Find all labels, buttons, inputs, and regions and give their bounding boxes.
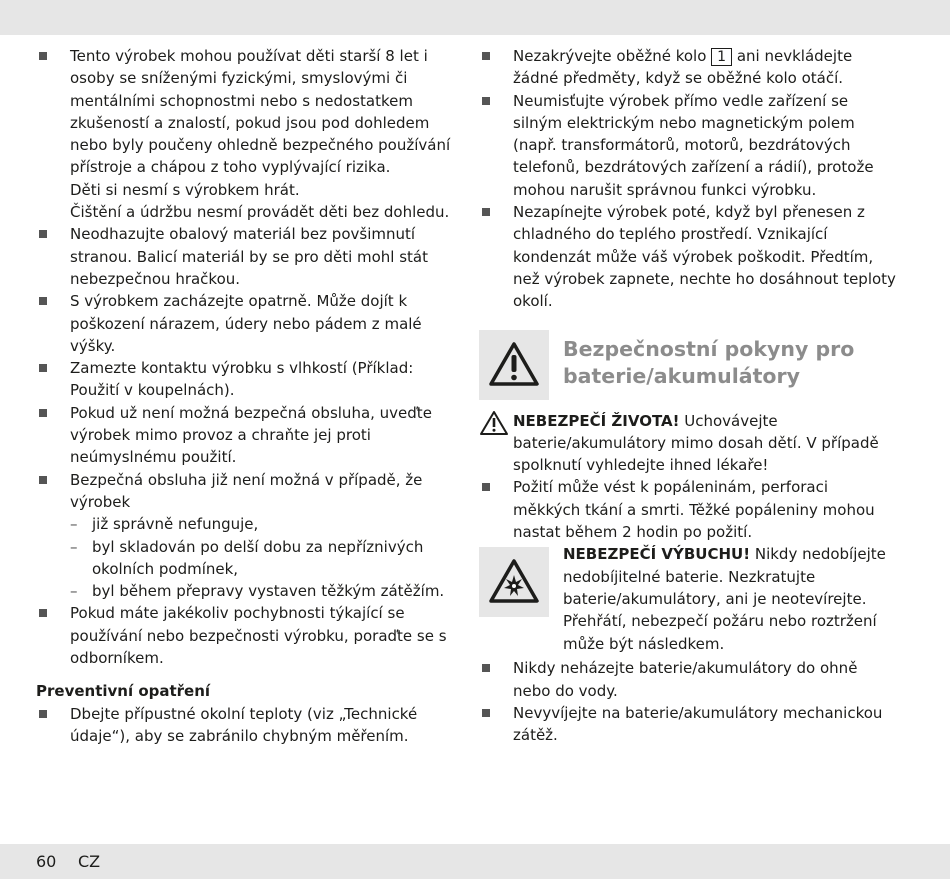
- list-item: Nikdy neházejte baterie/akumulátory do ohně nebo do vody.: [479, 657, 899, 702]
- right-column: [479, 45, 899, 747]
- list-item: [36, 223, 456, 290]
- warning-text: Uchovávejte baterie/akumulátory mimo dosah dětí. V případě spolknutí vyhledejte ihned lékaře!: [513, 411, 879, 475]
- list-item: [36, 402, 456, 469]
- header-bar: [0, 0, 950, 35]
- paragraph-line: Děti si nesmí s výrobkem hrát.: [70, 180, 300, 199]
- life-danger-warning: [479, 410, 899, 477]
- list-item: Neumisťujte výrobek přímo vedle zařízení se silným elektrickým nebo magnetickým polem (např. transformátorů, motorů, bezdrátových telefonů, bezdrátových zařízení a rádií), protože mohou narušit správnou funkci výrobku.: [479, 90, 899, 201]
- sub-list-item: – již správně nefunguje,: [70, 513, 456, 535]
- explosion-icon: [479, 547, 549, 617]
- list-item-text: ani nevkládejte žádné předměty, když se oběžné kolo otáčí.: [513, 47, 853, 88]
- part-reference-badge: 1: [711, 48, 732, 66]
- list-item: Nezapínejte výrobek poté, když byl přenesen z chladného do teplého prostředí. Vznikající kondenzát může váš výrobek poškodit. Předtím, než výrobek zapnete, nechte ho dosáhnout teploty okolí.: [479, 201, 899, 312]
- sub-list-item: – byl během přepravy vystaven těžkým zátěžím.: [70, 580, 456, 602]
- list-item-text: Nezakrývejte oběžné kolo: [513, 47, 707, 65]
- warning-label: NEBEZPEČÍ VÝBUCHU!: [563, 545, 751, 564]
- sub-list: [70, 513, 456, 602]
- paragraph-line: Tento výrobek mohou používat děti starší 8 let i osoby se sníženými fyzickými, smyslovými či mentálními schopnostmi nebo s nedostatkem zkušeností a znalostí, pokud jsou pod dohledem nebo byly poučeny ohledně bezpečného používání přístroje a chápou z toho vyplývající rizika.: [70, 47, 451, 177]
- list-item-text: Pokud už není možná bezpečná obsluha, uveďte výrobek mimo provoz a chraňte jej proti neúmyslnému použití.: [70, 403, 432, 467]
- list-item: Požití může vést k popáleninám, perforaci měkkých tkání a smrti. Těžké popáleniny mohou nastat během 2 hodin po požití.: [479, 476, 899, 543]
- language-code: CZ: [78, 852, 101, 871]
- battery-handling-list: [479, 657, 899, 746]
- warning-triangle-icon: [479, 330, 549, 400]
- footer-bar: [0, 844, 950, 879]
- page-number: 60: [36, 852, 57, 871]
- preventive-list: [36, 703, 456, 748]
- warning-label: NEBEZPEČÍ ŽIVOTA!: [513, 411, 680, 430]
- explosion-warning: [479, 543, 899, 657]
- warning-triangle-icon: [479, 410, 509, 436]
- left-column: [36, 45, 456, 747]
- swallow-list: [479, 476, 899, 543]
- list-item: [36, 469, 456, 603]
- battery-section-header: [479, 330, 899, 402]
- safety-list: [36, 45, 456, 669]
- list-item: Dbejte přípustné okolní teploty (viz „Technické údaje“), aby se zabránilo chybným měřením.: [36, 703, 456, 748]
- list-item: Nevyvíjejte na baterie/akumulátory mechanickou zátěž.: [479, 702, 899, 747]
- list-item-text: Bezpečná obsluha již není možná v případě, že výrobek: [70, 470, 423, 511]
- list-item: [479, 45, 899, 90]
- warning-text: Nikdy nedobíjejte nedobíjitelné baterie. Nezkratujte baterie/akumulátory, ani je neotevírejte. Přehřátí, nebezpečí požáru nebo roztržení může být následkem.: [563, 545, 886, 653]
- device-safety-list: [479, 45, 899, 313]
- list-item: [36, 290, 456, 357]
- preventive-heading: Preventivní opatření: [36, 682, 211, 701]
- sub-list-item: – byl skladován po delší dobu za nepříznivých okolních podmínek,: [70, 536, 456, 581]
- list-item-text: Zamezte kontaktu výrobku s vlhkostí (Příklad: Použití v koupelnách).: [70, 359, 414, 400]
- list-item-text: Pokud máte jakékoliv pochybnosti týkající se používání nebo bezpečnosti výrobku, poraďte se s odborníkem.: [70, 604, 447, 668]
- list-item: [36, 602, 456, 669]
- paragraph-line: Čištění a údržbu nesmí provádět děti bez dohledu.: [70, 203, 450, 222]
- section-title: Bezpečnostní pokyny pro baterie/akumulátory: [563, 336, 855, 388]
- list-item: [36, 357, 456, 402]
- list-item-text: S výrobkem zacházejte opatrně. Může dojít k poškození nárazem, údery nebo pádem z malé výšky.: [70, 292, 422, 355]
- list-item: [36, 45, 456, 223]
- list-item-text: Neodhazujte obalový materiál bez povšimnutí stranou. Balicí materiál by se pro děti mohl stát nebezpečnou hračkou.: [70, 225, 429, 288]
